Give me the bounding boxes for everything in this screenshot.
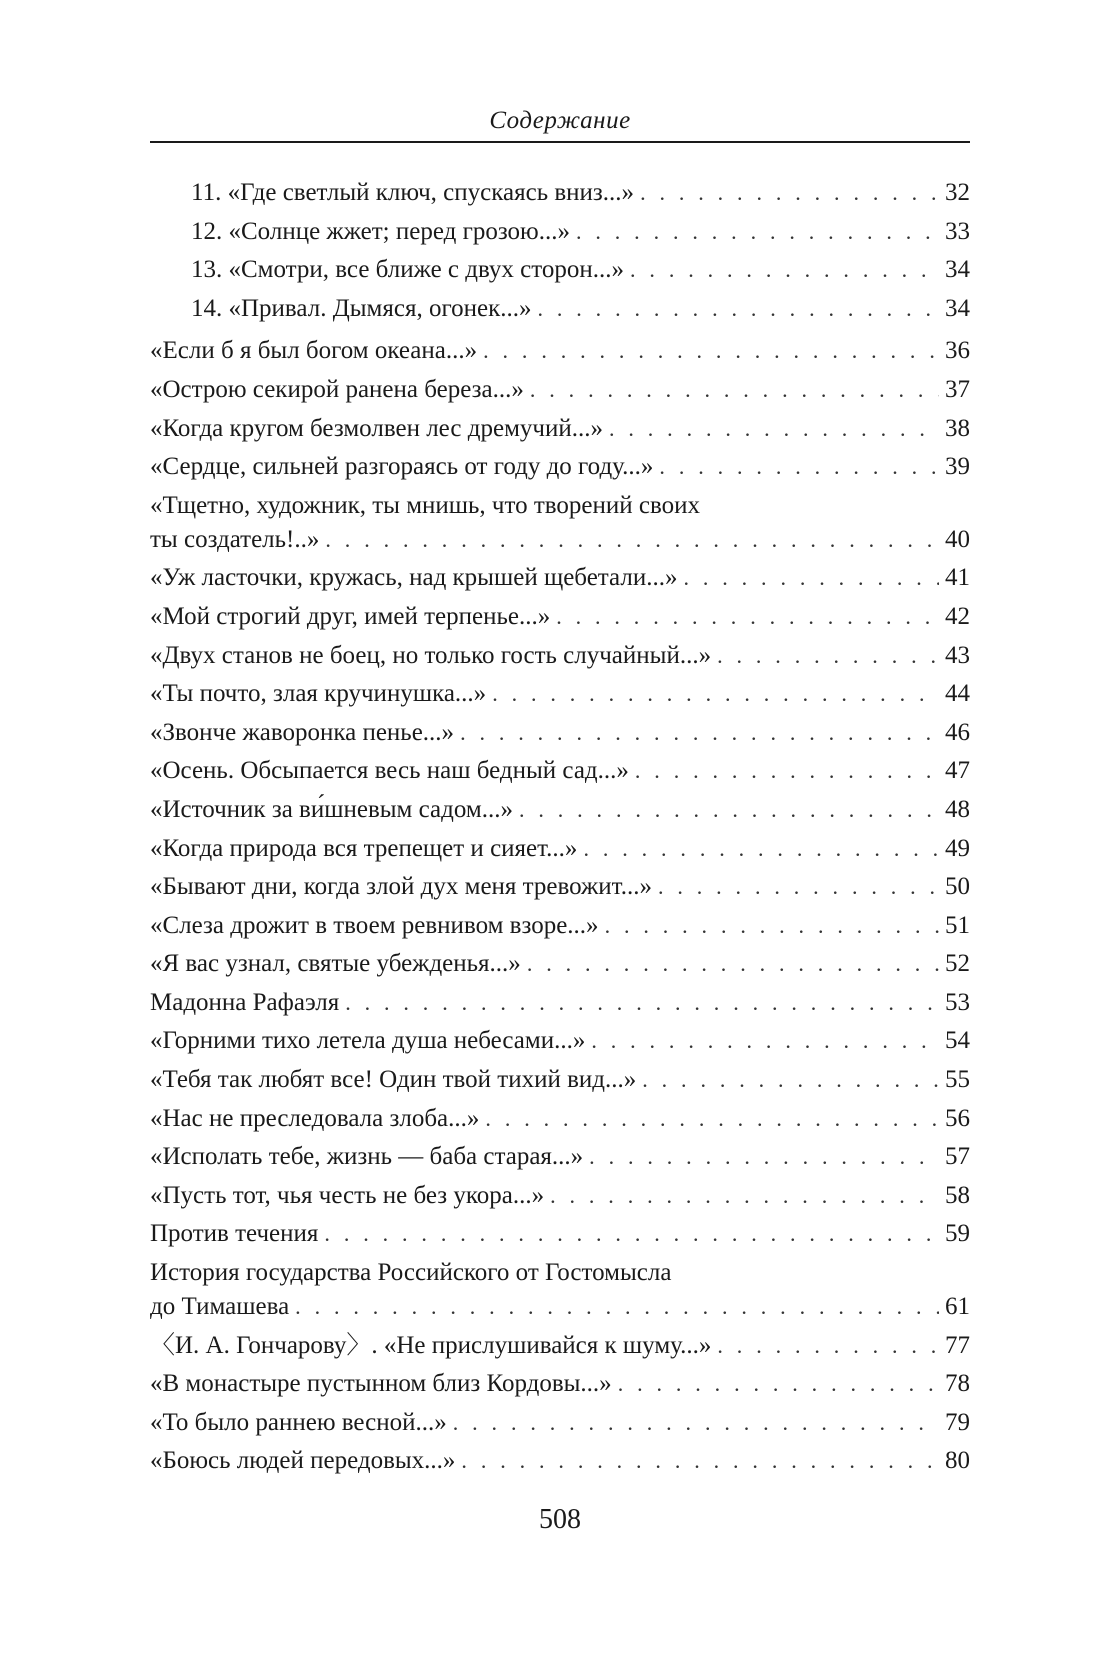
toc-entry-two-line[interactable] xyxy=(150,489,970,562)
toc-page-number: 49 xyxy=(945,834,970,862)
toc-entry-title: «Пусть тот, чья честь не без укора...» xyxy=(150,1181,545,1209)
dot-leader xyxy=(591,1024,939,1058)
toc-page-number: 32 xyxy=(945,179,970,206)
dot-leader xyxy=(453,1406,939,1440)
toc-entry-title-line1: «Тщетно, художник, ты мнишь, что творений своих xyxy=(150,491,700,519)
toc-page-number: 46 xyxy=(945,718,970,746)
toc-entry-title: «Уж ласточки, кружась, над крышей щебетали...» xyxy=(150,564,678,592)
dot-leader xyxy=(483,334,939,368)
toc-entry-title: «Нас не преследовала злоба...» xyxy=(150,1104,480,1132)
toc-page-number: 48 xyxy=(945,795,970,823)
toc-entry-title: «В монастыре пустынном близ Кордовы...» xyxy=(150,1370,612,1398)
dot-leader xyxy=(717,639,939,673)
toc-entry[interactable] xyxy=(150,1063,970,1102)
toc-entry-title-line1: История государства Российского от Гостомысла xyxy=(150,1259,672,1287)
toc-entry[interactable] xyxy=(150,793,970,832)
toc-page-number: 59 xyxy=(945,1220,970,1248)
toc-page-number: 57 xyxy=(945,1143,970,1171)
toc-entry-title: 14. «Привал. Дымяся, огонек...» xyxy=(191,294,532,322)
toc-entry-title: Мадонна Рафаэля xyxy=(150,988,340,1016)
toc-page-number: 80 xyxy=(945,1447,970,1475)
toc-entry-title: 〈И. А. Гончарову〉. «Не прислушивайся к шуму...» xyxy=(150,1331,712,1359)
dot-leader xyxy=(485,1102,939,1136)
toc-entry[interactable] xyxy=(150,1217,970,1256)
toc-entry[interactable] xyxy=(150,870,970,909)
toc-page-number: 34 xyxy=(945,256,970,284)
toc-entry-title: 11. «Где светлый ключ, спускаясь вниз...» xyxy=(191,179,635,206)
dot-leader xyxy=(605,909,939,943)
toc-page-number: 56 xyxy=(945,1104,970,1132)
dot-leader xyxy=(683,561,939,595)
dot-leader xyxy=(609,412,939,446)
dot-leader xyxy=(324,1217,939,1251)
dot-leader xyxy=(576,215,939,249)
toc-entry[interactable] xyxy=(150,373,970,412)
toc-entry[interactable] xyxy=(150,1179,970,1218)
dot-leader xyxy=(550,1179,939,1213)
toc-entry[interactable] xyxy=(150,1329,970,1368)
toc-page-number: 50 xyxy=(945,873,970,901)
toc-entry-title: «Если б я был богом океана...» xyxy=(150,337,478,365)
toc-entry[interactable] xyxy=(150,909,970,948)
toc-entry[interactable] xyxy=(150,947,970,986)
toc-entry-title: до Тимашева xyxy=(150,1293,290,1321)
toc-entry[interactable] xyxy=(150,986,970,1025)
toc-entry[interactable] xyxy=(150,334,970,373)
toc-entry-title: «Двух станов не боец, но только гость случайный...» xyxy=(150,641,712,669)
running-title: Содержание xyxy=(489,107,631,134)
toc-entry-title: «Сердце, сильней разгораясь от году до году...» xyxy=(150,453,654,481)
toc-page-number: 33 xyxy=(945,217,970,245)
dot-leader xyxy=(589,1140,939,1174)
toc-page-number: 43 xyxy=(945,641,970,669)
dot-leader xyxy=(642,1063,939,1097)
toc-entry-title: «Звонче жаворонка пенье...» xyxy=(150,718,455,746)
toc-entry-title: «То было раннею весной...» xyxy=(150,1408,447,1436)
dot-leader xyxy=(345,986,939,1020)
dot-leader xyxy=(530,373,939,407)
toc-page-number: 34 xyxy=(945,294,970,322)
toc-page-number: 61 xyxy=(945,1293,970,1321)
dot-leader xyxy=(460,716,939,750)
dot-leader xyxy=(492,677,939,711)
toc-entry-title: «Источник за ви́шневым садом...» xyxy=(150,795,513,823)
dot-leader xyxy=(537,292,939,326)
dot-leader xyxy=(519,793,939,827)
toc-entry-title: «Боюсь людей передовых...» xyxy=(150,1447,456,1475)
toc-page-number: 40 xyxy=(945,525,970,553)
toc-entry[interactable] xyxy=(150,1367,970,1406)
toc-entry-title: ты создатель!..» xyxy=(150,525,320,553)
toc-entry[interactable] xyxy=(150,832,970,871)
toc-page-number: 79 xyxy=(945,1408,970,1436)
toc-entry-title: «Я вас узнал, святые убежденья...» xyxy=(150,950,521,978)
dot-leader xyxy=(295,1290,939,1324)
toc-page-number: 53 xyxy=(945,988,970,1016)
toc-entry[interactable] xyxy=(150,754,970,793)
toc-entry[interactable] xyxy=(150,639,970,678)
dot-leader xyxy=(527,947,939,981)
toc-entry[interactable] xyxy=(150,1024,970,1063)
toc-page-number: 39 xyxy=(945,453,970,481)
toc-entry-title: «Острою секирой ранена береза...» xyxy=(150,375,524,403)
toc-entry[interactable] xyxy=(150,1444,970,1483)
dot-leader xyxy=(659,450,939,484)
table-of-contents xyxy=(150,176,970,1483)
dot-leader xyxy=(556,600,939,634)
toc-page-number: 37 xyxy=(945,375,970,403)
toc-page-number: 78 xyxy=(945,1370,970,1398)
dot-leader xyxy=(630,253,939,287)
page-number: 508 xyxy=(539,1504,581,1535)
toc-page-number: 47 xyxy=(945,757,970,785)
dot-leader xyxy=(635,754,939,788)
toc-entry-title: 13. «Смотри, все ближе с двух сторон...» xyxy=(191,256,625,284)
toc-page-number: 55 xyxy=(945,1066,970,1094)
toc-entry-title: «Мой строгий друг, имей терпенье...» xyxy=(150,602,551,630)
dot-leader xyxy=(583,832,939,866)
toc-page-number: 41 xyxy=(945,564,970,592)
toc-page-number: 51 xyxy=(945,911,970,939)
dot-leader xyxy=(461,1444,939,1478)
header-rule xyxy=(150,141,970,143)
dot-leader xyxy=(717,1329,939,1363)
dot-leader xyxy=(325,523,939,557)
toc-entry[interactable] xyxy=(150,600,970,639)
dot-leader xyxy=(640,176,939,210)
toc-entry-title: 12. «Солнце жжет; перед грозою...» xyxy=(191,217,570,245)
toc-page-number: 44 xyxy=(945,680,970,708)
toc-entry[interactable] xyxy=(150,412,970,451)
toc-entry[interactable] xyxy=(150,561,970,600)
toc-entry-title: «Слеза дрожит в твоем ревнивом взоре...» xyxy=(150,911,599,939)
toc-page-number: 36 xyxy=(945,337,970,365)
toc-sub-entry[interactable] xyxy=(150,253,970,292)
toc-entry-title: «Когда кругом безмолвен лес дремучий...» xyxy=(150,414,603,442)
toc-entry-title: «Когда природа вся трепещет и сияет...» xyxy=(150,834,578,862)
toc-page-number: 52 xyxy=(945,950,970,978)
toc-entry-title: «Ты почто, злая кручинушка...» xyxy=(150,680,487,708)
toc-entry[interactable] xyxy=(150,1140,970,1179)
toc-sub-entry[interactable] xyxy=(150,292,970,331)
toc-entry[interactable] xyxy=(150,716,970,755)
toc-entry-two-line[interactable] xyxy=(150,1256,970,1329)
dot-leader xyxy=(618,1367,939,1401)
toc-entry-title: «Тебя так любят все! Один твой тихий вид...» xyxy=(150,1066,637,1094)
dot-leader xyxy=(658,870,939,904)
toc-page-number: 38 xyxy=(945,414,970,442)
toc-sub-entry[interactable] xyxy=(150,176,970,215)
toc-entry-title: Против течения xyxy=(150,1220,319,1248)
toc-sub-entry[interactable] xyxy=(150,215,970,254)
toc-entry-title: «Горними тихо летела душа небесами...» xyxy=(150,1027,586,1055)
toc-entry[interactable] xyxy=(150,677,970,716)
toc-page-number: 77 xyxy=(945,1331,970,1359)
toc-entry-title: «Осень. Обсыпается весь наш бедный сад...» xyxy=(150,757,629,785)
toc-page-number: 58 xyxy=(945,1181,970,1209)
toc-entry[interactable] xyxy=(150,1406,970,1445)
toc-page-number: 42 xyxy=(945,602,970,630)
toc-entry[interactable] xyxy=(150,450,970,489)
toc-entry-title: «Бывают дни, когда злой дух меня тревожит...» xyxy=(150,873,652,901)
toc-page-number: 54 xyxy=(945,1027,970,1055)
toc-entry[interactable] xyxy=(150,1102,970,1141)
toc-entry-title: «Исполать тебе, жизнь — баба старая...» xyxy=(150,1143,584,1171)
